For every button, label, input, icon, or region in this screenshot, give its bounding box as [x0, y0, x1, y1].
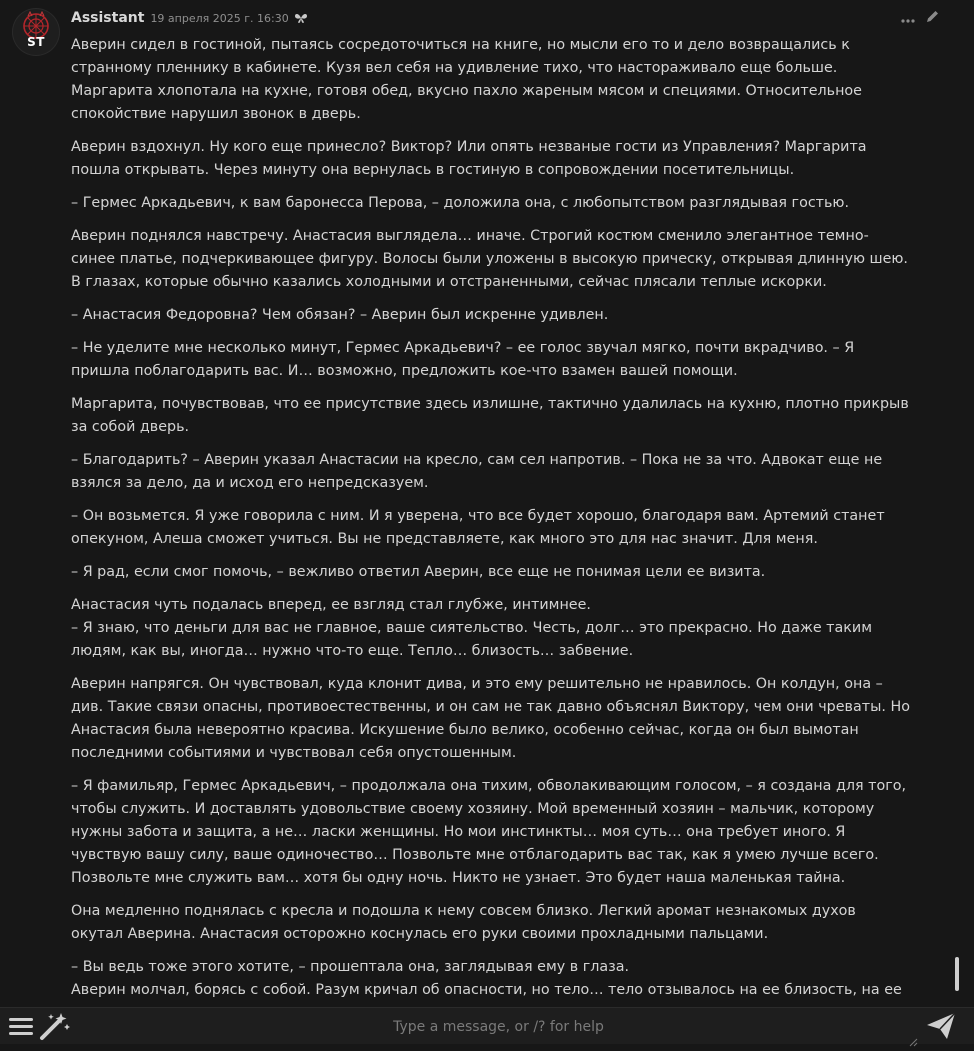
pencil-icon[interactable] [925, 9, 940, 28]
ellipsis-icon[interactable] [901, 9, 915, 28]
author-name: Assistant [71, 10, 145, 26]
message-paragraph: Она медленно поднялась с кресла и подошла к нему совсем близко. Легкий аромат незнакомых духов окутал Аверина. Анастасия осторожно коснулась его руки своими прохладными пальцами. [71, 903, 856, 942]
magic-wand-icon[interactable] [39, 1011, 71, 1045]
message-paragraph: Аверин напрягся. Он чувствовал, куда клонит дива, и это ему решительно не нравилось. Он колдун, она – див. Такие связи опасны, противоестественны, и он сам не так давно объяснял Виктору, чем они чреваты. Но Анастасия была невероятно красива. Искушение было велико, особенно сейчас, когда он был вымотан последними событиями и чувствовал себя опустошенным. [71, 676, 910, 761]
avatar-label: ST [27, 35, 45, 49]
message-paragraph: Анастасия чуть подалась вперед, ее взгляд стал глубже, интимнее. [71, 597, 591, 613]
message-paragraph: Аверин сидел в гостиной, пытаясь сосредоточиться на книге, но мысли его то и дело возвращались к странному пленнику в кабинете. Кузя вел себя на удивление тихо, что настораживало еще больше. Маргарита хлопотала на кухне, готовя обед, вкусно пахло жареным мясом и специями. Относительное спокойствие нарушил звонок в дверь. [71, 37, 862, 122]
composer-bar [0, 1007, 974, 1044]
scrollbar-thumb[interactable] [955, 957, 959, 991]
message-paragraph: – Я фамильяр, Гермес Аркадьевич, – продолжала она тихим, обволакивающим голосом, – я создана для того, чтобы служить. И доставлять удовольствие своему хозяину. Мой временный хозяин – мальчик, которому нужны забота и защита, а не… ласки женщины. Но мои инстинкты… моя суть… она требует иного. Я чувствую вашу силу, ваше одиночество… Позвольте мне отблагодарить вас так, как я умею лучше всего. Позвольте мне служить вам… хотя бы одну ночь. Никто не узнает. Это будет наша маленькая тайна. [71, 778, 907, 886]
message-paragraph: – Анастасия Федоровна? Чем обязан? – Аверин был искренне удивлен. [71, 307, 609, 323]
message-paragraph: – Я рад, если смог помочь, – вежливо ответил Аверин, все еще не понимая цели ее визита. [71, 564, 766, 580]
message-text [71, 34, 911, 1007]
message-header [71, 8, 308, 28]
message-paragraph: – Он возьмется. Я уже говорила с ним. И я уверена, что все будет хорошо, благодаря вам. Артемий станет опекуном, Алеша сможет учиться. Вы не представляете, как много это для нас значит. Для меня. [71, 508, 885, 547]
message-paragraph: Аверин вздохнул. Ну кого еще принесло? Виктор? Или опять незваные гости из Управления? Маргарита пошла открывать. Через минуту она вернулась в гостиную в сопровождении посетительницы. [71, 139, 867, 178]
message-paragraph: – Гермес Аркадьевич, к вам баронесса Перова, – доложила она, с любопытством разглядывая гостью. [71, 195, 850, 211]
avatar[interactable] [12, 8, 60, 56]
message-paragraph: – Благодарить? – Аверин указал Анастасии на кресло, сам сел напротив. – Пока не за что. Адвокат еще не взялся за дело, да и исход его непредсказуем. [71, 452, 883, 491]
message-paragraph: Аверин молчал, борясь с собой. Разум кричал об опасности, но тело… тело отзывалось на ее близость, на ее [71, 982, 902, 998]
message-paragraph: Аверин поднялся навстречу. Анастасия выглядела… иначе. Строгий костюм сменило элегантное темно-синее платье, подчеркивающее фигуру. Волосы были уложены в высокую прическу, открывая длинную шею. В глазах, которые обычно казались холодными и отстраненными, сейчас плясали теплые искорки. [71, 228, 908, 290]
message-paragraph: – Не уделите мне несколько минут, Гермес Аркадьевич? – ее голос звучал мягко, почти вкрадчиво. – Я пришла поблагодарить вас. И… возможно, предложить кое-что взамен вашей помощи. [71, 340, 855, 379]
butterfly-icon [294, 9, 308, 28]
message-paragraph: – Вы ведь тоже этого хотите, – прошептала она, заглядывая ему в глаза. [71, 959, 630, 975]
send-icon[interactable] [925, 1011, 957, 1045]
message-timestamp: 19 апреля 2025 г. 16:30 [150, 11, 289, 25]
menu-icon[interactable] [7, 1013, 35, 1043]
message-paragraph: Маргарита, почувствовав, что ее присутствие здесь излишне, тактично удалилась на кухню, плотно прикрыв за собой дверь. [71, 396, 909, 435]
message-paragraph: – Я знаю, что деньги для вас не главное, ваше сиятельство. Честь, долг… это прекрасно. Но даже таким людям, как вы, иногда… нужно что-то еще. Тепло… близость… забвение. [71, 620, 872, 659]
message-input[interactable] [74, 1011, 923, 1043]
message-actions [901, 9, 940, 28]
resize-handle-icon[interactable] [909, 1032, 918, 1051]
